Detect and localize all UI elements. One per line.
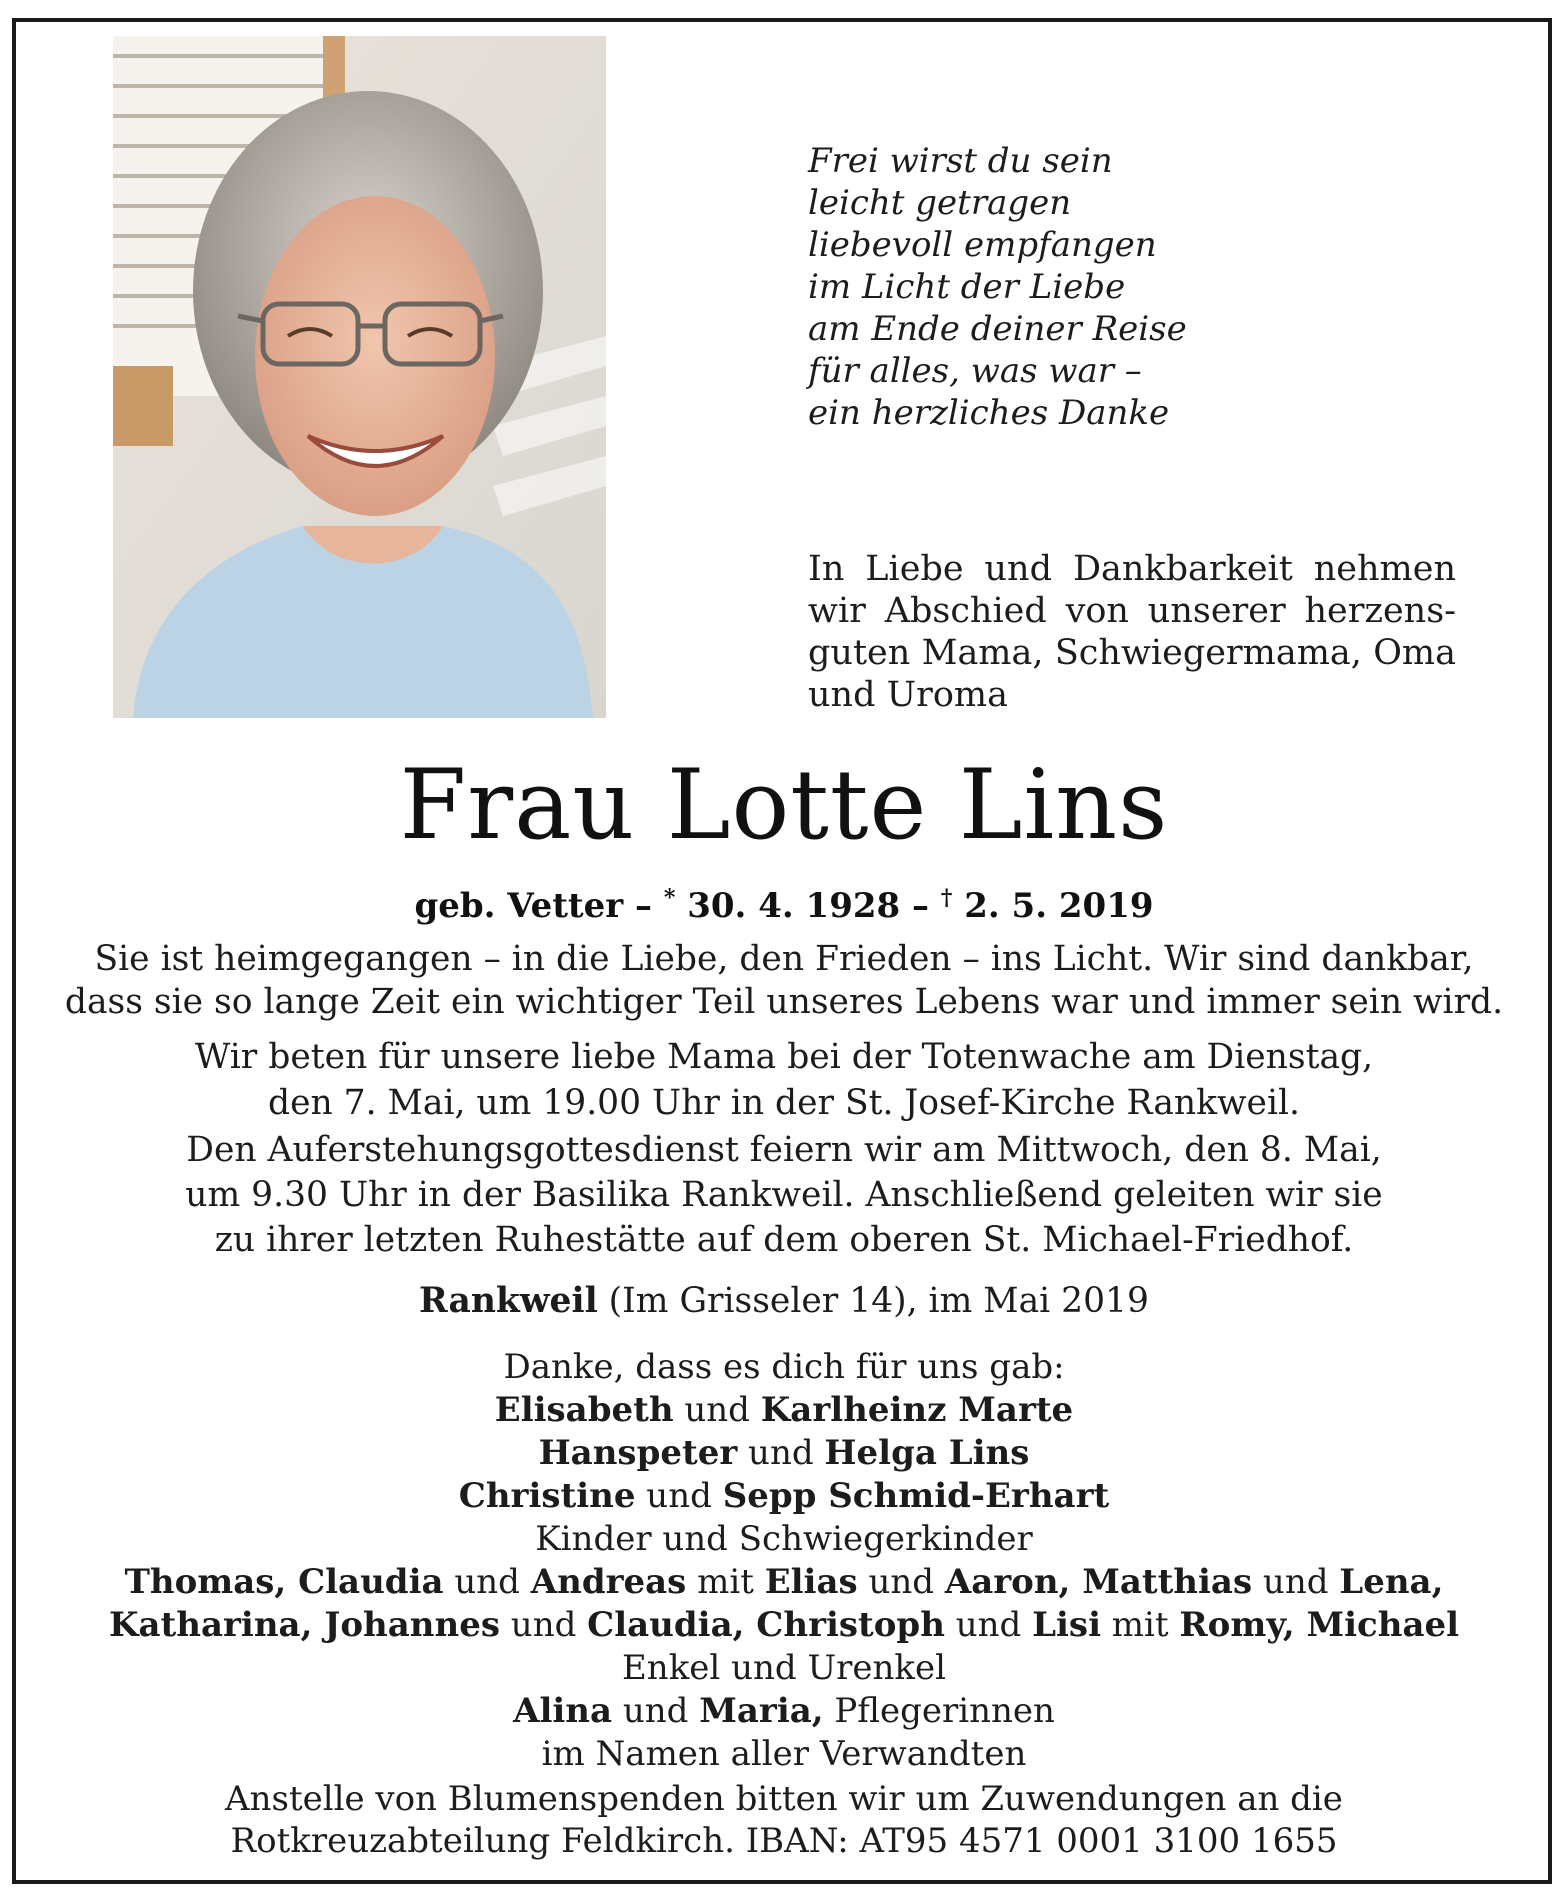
grandchild-name: Andreas: [530, 1562, 687, 1602]
text-line: zu ihrer letzten Ruhestätte auf dem oberen St. Michael-Friedhof.: [214, 1220, 1354, 1260]
intro-text: [808, 548, 1456, 716]
conjunction: und: [944, 1605, 1033, 1645]
poem-line: im Licht der Liebe: [808, 267, 1126, 307]
text-line: Anstelle von Blumenspenden bitten wir um Zuwendungen an die: [225, 1779, 1343, 1819]
text-line: den 7. Mai, um 19.00 Uhr in der St. Josef-Kirche Rankweil.: [267, 1083, 1301, 1123]
conjunction: mit: [1101, 1605, 1180, 1645]
text-line: um 9.30 Uhr in der Basilika Rankweil. Anschließend geleiten wir sie: [185, 1175, 1383, 1215]
conjunction: und: [635, 1476, 723, 1516]
relatives-line: im Namen aller Verwandten: [541, 1734, 1027, 1774]
life-dates: [0, 876, 1568, 928]
conjunction: und: [612, 1691, 700, 1731]
spouse-name: Karlheinz Marte: [760, 1390, 1074, 1430]
conjunction: und: [857, 1562, 945, 1602]
text-line: Sie ist heimgegangen – in die Liebe, den Frieden – ins Licht. Wir sind dankbar,: [94, 939, 1474, 979]
intro-line: und Uroma: [808, 675, 1008, 715]
text-line: Wir beten für unsere liebe Mama bei der Totenwache am Dienstag,: [194, 1037, 1374, 1077]
great-grandchild-name: Elias: [764, 1562, 858, 1602]
grandchild-name: Katharina, Johannes: [108, 1605, 500, 1645]
carer-name: Maria,: [699, 1691, 824, 1731]
grandchild-name: Thomas, Claudia: [124, 1562, 444, 1602]
wake-text: [0, 1034, 1568, 1126]
spouse-name: Helga Lins: [824, 1433, 1030, 1473]
portrait-photo: [113, 36, 606, 718]
carers-label: Pflegerinnen: [823, 1691, 1055, 1731]
intro-line: wir Abschied von unserer herzens-: [808, 591, 1456, 631]
conjunction: und: [1252, 1562, 1340, 1602]
death-date: 2. 5. 2019: [952, 886, 1154, 926]
conjunction: und: [737, 1433, 825, 1473]
grandchild-name: Aaron, Matthias: [944, 1562, 1253, 1602]
child-couple: [0, 1475, 1568, 1518]
spouse-name: Sepp Schmid-Erhart: [722, 1476, 1110, 1516]
great-grandchild-name: Romy, Michael: [1179, 1605, 1460, 1645]
place-city: Rankweil: [419, 1281, 598, 1321]
child-name: Hanspeter: [538, 1433, 738, 1473]
service-text: [0, 1128, 1568, 1263]
death-symbol: †: [940, 885, 953, 911]
child-couple: [0, 1389, 1568, 1432]
place-address: (Im Grisseler 14), im Mai 2019: [597, 1281, 1149, 1321]
child-name: Elisabeth: [494, 1390, 674, 1430]
grandchild-name: Lisi: [1032, 1605, 1101, 1645]
carers-line: [0, 1690, 1568, 1733]
conjunction: und: [443, 1562, 531, 1602]
donation-note: [0, 1778, 1568, 1862]
poem-line: liebevoll empfangen: [808, 225, 1157, 265]
text-line: Den Auferstehungsgottesdienst feiern wir am Mittwoch, den 8. Mai,: [186, 1130, 1382, 1170]
poem-line: ein herzliches Danke: [808, 393, 1170, 433]
poem: [808, 140, 1508, 434]
separator: –: [623, 886, 664, 926]
grandchild-name: Lena,: [1339, 1562, 1444, 1602]
poem-line: Frei wirst du sein: [808, 141, 1113, 181]
birth-date: 30. 4. 1928: [675, 886, 901, 926]
child-name: Christine: [458, 1476, 636, 1516]
conjunction: mit: [686, 1562, 765, 1602]
birth-symbol: *: [663, 885, 676, 911]
conjunction: und: [499, 1605, 588, 1645]
separator: –: [900, 886, 941, 926]
place-date: [0, 1278, 1568, 1324]
poem-line: für alles, was war –: [808, 351, 1142, 391]
poem-line: leicht getragen: [808, 183, 1072, 223]
carer-name: Alina: [513, 1691, 613, 1731]
child-couple: [0, 1432, 1568, 1475]
grandchildren-line: [0, 1604, 1568, 1647]
conjunction: und: [673, 1390, 761, 1430]
children-label: Kinder und Schwiegerkinder: [535, 1519, 1033, 1559]
family-list: [0, 1346, 1568, 1776]
remembrance-text: [0, 938, 1568, 1024]
poem-line: am Ende deiner Reise: [808, 309, 1187, 349]
portrait-illustration: [113, 36, 606, 718]
grandchildren-label: Enkel und Urenkel: [621, 1648, 946, 1688]
deceased-name: Frau Lotte Lins: [399, 749, 1169, 861]
text-line: dass sie so lange Zeit ein wichtiger Teil unseres Lebens war und immer sein wird.: [64, 982, 1504, 1022]
text-line: Rotkreuzabteilung Feldkirch. IBAN: AT95 4571 0001 3100 1655: [230, 1821, 1338, 1861]
thanks-line: Danke, dass es dich für uns gab:: [503, 1347, 1065, 1387]
grandchildren-line: [0, 1561, 1568, 1604]
intro-line: guten Mama, Schwiegermama, Oma: [808, 633, 1456, 673]
maiden-name: geb. Vetter: [414, 886, 624, 926]
grandchild-name: Claudia, Christoph: [587, 1605, 945, 1645]
intro-line: In Liebe und Dankbarkeit nehmen: [808, 549, 1456, 589]
